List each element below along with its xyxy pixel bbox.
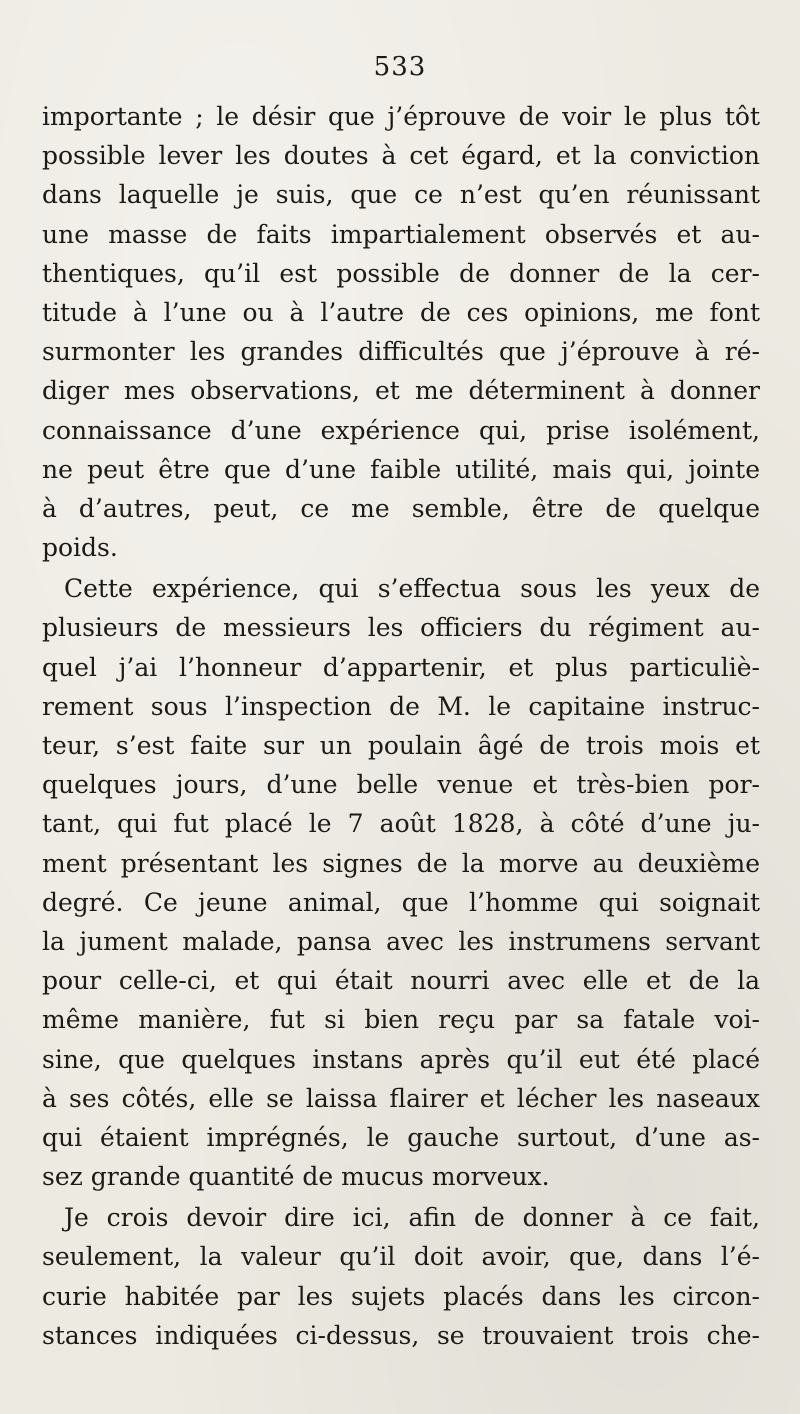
text-line: quel j’ai l’honneur d’appartenir, et plus particuliè-: [42, 652, 760, 682]
text-line: importante ; le désir que j’éprouve de voir le plus tôt: [42, 102, 760, 131]
paragraph: [42, 569, 760, 1196]
text-line: sez grande quantité de mucus morveux.: [42, 1162, 550, 1192]
text-line: une masse de faits impartialement observés et au-: [42, 219, 760, 249]
text-line: rement sous l’inspection de M. le capitaine instruc-: [42, 691, 760, 721]
text-line: degré. Ce jeune animal, que l’homme qui soignait: [42, 887, 760, 917]
text-line: la jument malade, pansa avec les instrumens servant: [42, 926, 760, 956]
text-line: stances indiquées ci-dessus, se trouvaient trois che-: [42, 1320, 760, 1350]
text-line: possible lever les doutes à cet égard, et la conviction: [42, 141, 760, 171]
text-line: dans laquelle je suis, que ce n’est qu’en réunissant: [42, 180, 760, 210]
text-line: diger mes observations, et me déterminent à donner: [42, 376, 760, 406]
text-line: même manière, fut si bien reçu par sa fatale voi-: [42, 1005, 760, 1035]
text-line: curie habitée par les sujets placés dans les circon-: [42, 1281, 760, 1311]
text-line: connaissance d’une expérience qui, prise isolément,: [42, 415, 760, 445]
body-text: [42, 97, 760, 1355]
text-line: Cette expérience, qui s’effectua sous les yeux de: [64, 574, 760, 604]
text-line: tant, qui fut placé le 7 août 1828, à côté d’une ju-: [42, 809, 760, 839]
text-line: titude à l’une ou à l’autre de ces opinions, me font: [42, 297, 760, 327]
text-line: ment présentant les signes de la morve au deuxième: [42, 848, 760, 878]
paragraph: [42, 97, 760, 567]
text-line: à ses côtés, elle se laissa flairer et lécher les naseaux: [42, 1083, 760, 1113]
text-line: surmonter les grandes difficultés que j’éprouve à ré-: [42, 337, 760, 367]
text-line: à d’autres, peut, ce me semble, être de quelque: [42, 493, 760, 523]
text-line: ne peut être que d’une faible utilité, mais qui, jointe: [42, 454, 760, 484]
text-line: qui étaient imprégnés, le gauche surtout, d’une as-: [42, 1122, 760, 1152]
paragraph: [42, 1198, 760, 1355]
text-line: sine, que quelques instans après qu’il eut été placé: [42, 1044, 760, 1074]
page-number: 533: [373, 52, 427, 82]
text-line: thentiques, qu’il est possible de donner de la cer-: [42, 258, 760, 288]
text-line: poids.: [42, 533, 118, 563]
text-line: seulement, la valeur qu’il doit avoir, que, dans l’é-: [42, 1242, 760, 1272]
text-line: quelques jours, d’une belle venue et très-bien por-: [42, 770, 760, 800]
text-line: Je crois devoir dire ici, afin de donner à ce fait,: [64, 1203, 760, 1233]
text-line: plusieurs de messieurs les officiers du régiment au-: [42, 613, 760, 643]
text-line: pour celle-ci, et qui était nourri avec elle et de la: [42, 966, 760, 996]
text-line: teur, s’est faite sur un poulain âgé de trois mois et: [42, 731, 760, 760]
